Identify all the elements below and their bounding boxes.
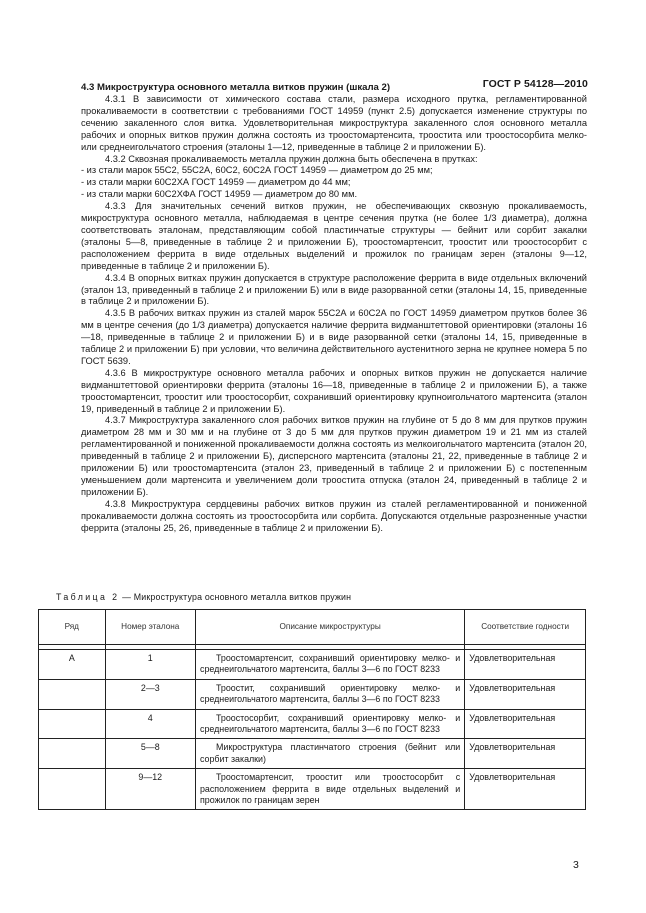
description-text: Троостомартенсит, троостит или троостосорбит с расположением феррита в виде отдельных выделений и прожилок по границам зерен: [200, 772, 461, 806]
table-row: [39, 769, 586, 810]
paragraph-4-3-6: 4.3.6 В микроструктуре основного металла рабочих и опорных витков пружин не допускается наличие видманштеттовой ориентировки феррита (эталоны 16—18, приведенные в таблице 2 и приложении Б), а также троостомартенсит, троостит или троостосорбит, сохранивший ориентировку крупноигольчатого мартенсита (эталон 19, приведенный в таблице 2 и приложении Б).: [81, 367, 587, 414]
cell-row: А: [39, 650, 106, 680]
list-item-steel-grade: - из стали марки 60С2ХА ГОСТ 14959 — диаметром до 44 мм;: [81, 177, 351, 188]
cell-number: 5—8: [105, 739, 195, 769]
header-description: Описание микроструктуры: [196, 610, 465, 645]
cell-row: [39, 769, 106, 810]
section-text: [81, 82, 587, 535]
cell-number: 9—12: [105, 769, 195, 810]
table-header-row: [39, 610, 586, 645]
standard-designation: ГОСТ Р 54128—2010: [482, 78, 588, 90]
paragraph-4-3-2: 4.3.2 Сквозная прокаливаемость металла пружин должна быть обеспечена в прутках:: [105, 153, 478, 164]
cell-number: 1: [105, 650, 195, 680]
cell-fitness: Удовлетворительная: [465, 739, 586, 769]
cell-row: [39, 679, 106, 709]
microstructure-table: [38, 609, 586, 810]
cell-description: [196, 650, 465, 680]
list-item-steel-grade: - из стали марок 55С2, 55С2А, 60С2, 60С2А ГОСТ 14959 — диаметром до 25 мм;: [81, 165, 433, 176]
table-caption-text: — Микроструктура основного металла витков пружин: [119, 592, 352, 602]
page-number: 3: [573, 859, 579, 871]
table-row: [39, 650, 586, 680]
cell-description: [196, 739, 465, 769]
paragraph-4-3-3: 4.3.3 Для значительных сечений витков пружин, не обеспечивающих сквозную прокаливаемость, микроструктура основного металла, наблюдаемая в центре сечения прутка (не более 1/3 диаметра), должна соответствовать эталонам, представляющим собой пластинчатые структуры — бейнит или сорбит закалки (эталоны 5—8, приведенные в таблице 2 и приложении Б), троостомартенсит, троостит или троостосорбит с расположением феррита в виде отдельных выделений и прожилок по границам зерен (эталоны 9—12, приведенные в таблице 2 и приложении Б).: [81, 201, 587, 271]
list-item-steel-grade: - из стали марки 60С2ХФА ГОСТ 14959 — диаметром до 80 мм.: [81, 189, 358, 200]
cell-row: [39, 709, 106, 739]
table-caption: [56, 592, 351, 602]
paragraph-4-3-5: 4.3.5 В рабочих витках пружин из сталей марок 55С2А и 60С2А по ГОСТ 14959 диаметром прутков более 36 мм в центре сечения (до 1/3 диаметра) допускается наличие феррита видманштеттовой ориентировки (эталоны 16—18, приведенные в таблице 2 и приложении Б) и в виде разорванной сетки (эталоны 14, 15, приведенные в таблице 2 и приложении Б) при условии, что величина действительного аустенитного зерна не крупнее номера 5 по ГОСТ 5639.: [81, 308, 587, 366]
section-title: 4.3 Микроструктура основного металла витков пружин (шкала 2): [81, 82, 391, 93]
cell-description: [196, 679, 465, 709]
header-number: Номер эталона: [105, 610, 195, 645]
paragraph-4-3-8: 4.3.8 Микроструктура сердцевины рабочих витков пружин из сталей регламентированной и пониженной прокаливаемости должна состоять из троостосорбита или сорбита. Допускаются отдельные разрозненные участки феррита (эталоны 25, 26, приведенные в таблице 2 и приложении Б).: [81, 498, 587, 533]
description-text: Троостосорбит, сохранивший ориентировку мелко- и среднеигольчатого мартенсита, баллы 3—6 по ГОСТ 8233: [200, 712, 461, 735]
cell-description: [196, 709, 465, 739]
header-fitness: Соответствие годности: [465, 610, 586, 645]
table-caption-label: Таблица 2: [56, 592, 120, 602]
paragraph-4-3-7: 4.3.7 Микроструктура закаленного слоя рабочих витков пружин на глубине от 5 до 8 мм для прутков пружин диаметром 28 мм и 30 мм и на глубине от 3 до 5 мм для прутков пружин диаметром 19 и 21 мм из сталей регламентированной и пониженной прокаливаемости должна состоять из мелкоигольчатого мартенсита (эталон 20, приведенный в таблице 2 и приложении Б), дисперсного мартенсита (эталоны 21, 22, приведенные в таблице 2 и приложении Б) или троостомартенсита (эталон 23, приведенный в таблице 2 и приложении Б) с постепенным уменьшением доли мартенсита и увеличением доли троостита отпуска (эталон 24, приведенный в таблице 2 и приложении Б).: [81, 415, 587, 497]
description-text: Троостит, сохранивший ориентировку мелко- и среднеигольчатого мартенсита, баллы 3—6 по ГОСТ 8233: [200, 682, 461, 705]
paragraph-4-3-4: 4.3.4 В опорных витках пружин допускается в структуре расположение феррита в виде отдельных включений (эталон 13, приведенный в таблице 2 и приложении Б) или в виде разорванной сетки (эталоны 14, 15, приведенные в таблице 2 и приложении Б).: [81, 272, 587, 307]
cell-fitness: Удовлетворительная: [465, 709, 586, 739]
description-text: Микроструктура пластинчатого строения (бейнит или сорбит закалки): [200, 742, 461, 764]
cell-fitness: Удовлетворительная: [465, 679, 586, 709]
cell-fitness: Удовлетворительная: [465, 769, 586, 810]
table-row: [39, 709, 586, 739]
header-row: Ряд: [39, 610, 106, 645]
cell-number: 4: [105, 709, 195, 739]
table-row: [39, 679, 586, 709]
description-text: Троостомартенсит, сохранивший ориентировку мелко- и среднеигольчатого мартенсита, баллы 3—6 по ГОСТ 8233: [200, 653, 461, 675]
paragraph-4-3-1: 4.3.1 В зависимости от химического состава стали, размера исходного прутка, регламентированной прокаливаемости в соответствии с требованиями ГОСТ 14959 (пункт 2.5) допускается изменение структуры по сечению закаленного слоя витка. Удовлетворительная микроструктура закаленного слоя основного металла рабочих и опорных витков пружин должна состоять из троостомартенсита, троостита или троостосорбита мелко- или среднеигольчатого строения (эталоны 1—12, приведенные в таблице 2 и приложении Б).: [81, 94, 587, 152]
table-row: [39, 739, 586, 769]
cell-description: [196, 769, 465, 810]
cell-fitness: Удовлетворительная: [465, 650, 586, 680]
cell-row: [39, 739, 106, 769]
cell-number: 2—3: [105, 679, 195, 709]
